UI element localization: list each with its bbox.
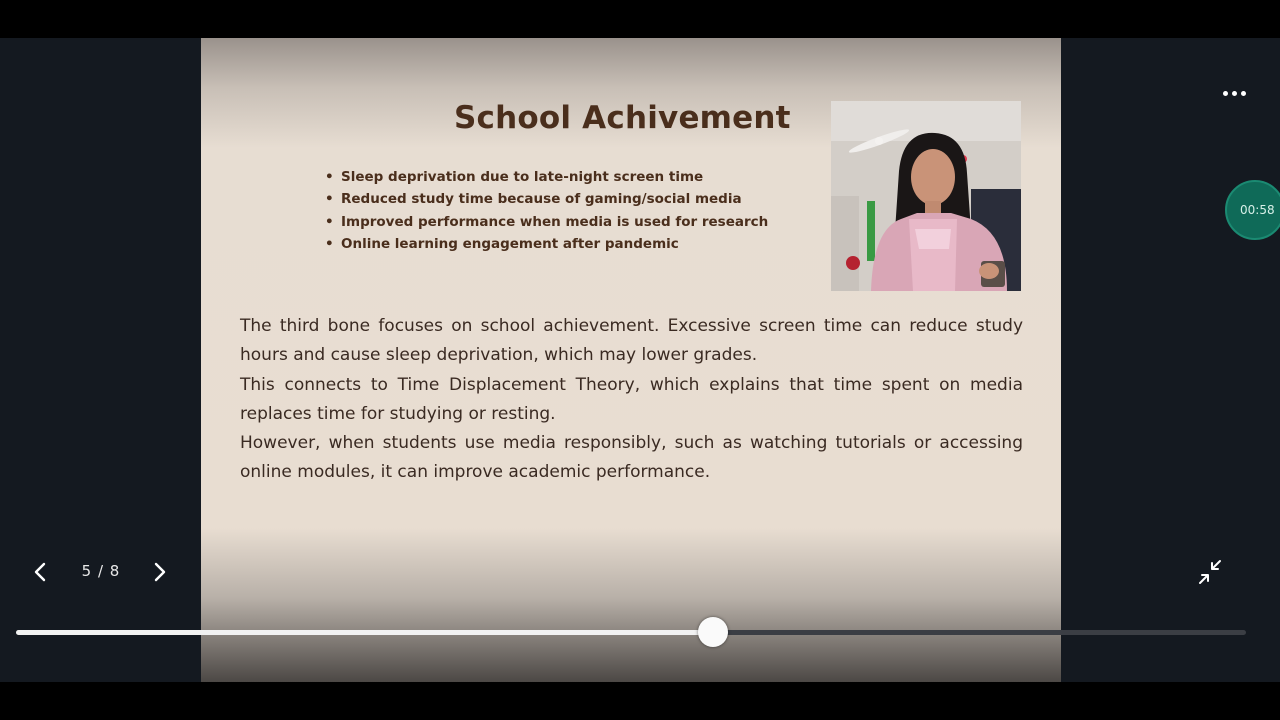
slide-title: School Achivement: [454, 100, 791, 136]
more-horizontal-icon: [1232, 91, 1237, 96]
paragraph: However, when students use media responsibly, such as watching tutorials or accessing online modules, it can improve academic performance.: [240, 433, 1023, 483]
previous-slide-button[interactable]: [25, 557, 55, 587]
recording-timer[interactable]: 00:58: [1225, 180, 1280, 240]
collapse-icon: [1196, 558, 1224, 586]
more-options-button[interactable]: [1216, 82, 1252, 104]
chevron-right-icon: [152, 562, 168, 582]
progress-bar[interactable]: [16, 630, 1246, 635]
bullet-item: • Reduced study time because of gaming/social media: [325, 188, 768, 210]
paragraph: This connects to Time Displacement Theory, which explains that time spent on media replaces time for studying or resting.: [240, 374, 1023, 424]
bullet-item: • Sleep deprivation due to late-night screen time: [325, 166, 768, 188]
page-indicator: 5 / 8: [81, 562, 121, 580]
progress-fill: [16, 630, 713, 635]
more-horizontal-icon: [1241, 91, 1246, 96]
bullet-list: [325, 166, 768, 255]
slide-body-text: [240, 312, 1023, 488]
exit-fullscreen-button[interactable]: [1196, 558, 1224, 586]
chevron-left-icon: [32, 562, 48, 582]
paragraph: The third bone focuses on school achievement. Excessive screen time can reduce study hours and cause sleep deprivation, which may lower grades.: [240, 316, 1023, 366]
bullet-item: • Online learning engagement after pandemic: [325, 233, 768, 255]
presentation-viewer: [0, 38, 1280, 682]
presenter-video: [831, 101, 1021, 291]
more-horizontal-icon: [1223, 91, 1228, 96]
slide: [201, 38, 1061, 682]
presenter-image: [831, 101, 1021, 291]
bullet-item: • Improved performance when media is used for research: [325, 211, 768, 233]
next-slide-button[interactable]: [145, 557, 175, 587]
